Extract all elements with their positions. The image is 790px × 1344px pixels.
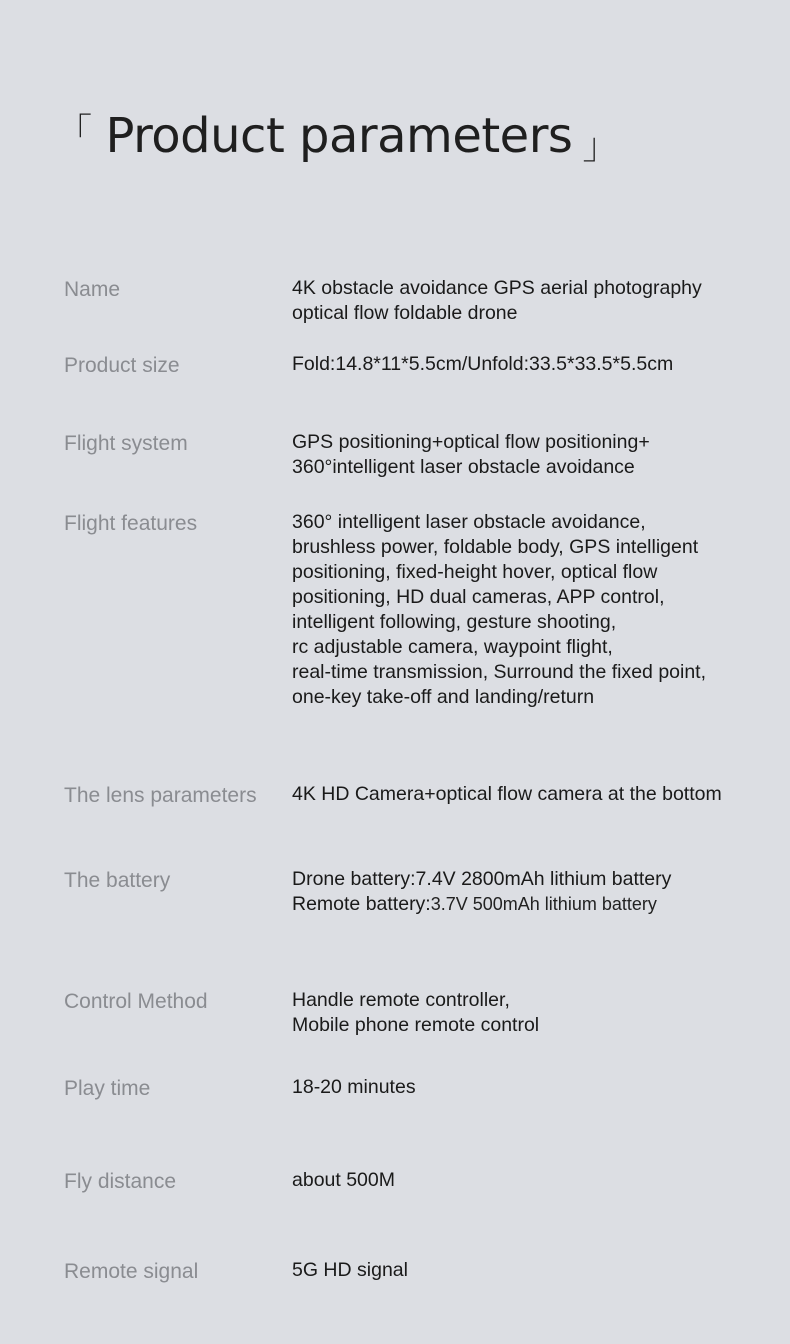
param-label-name: Name xyxy=(64,278,121,301)
title-open-bracket: 「 xyxy=(56,112,92,153)
param-value-remote-signal: 5G HD signal xyxy=(292,1259,408,1281)
param-value-lens: 4K HD Camera+optical flow camera at the bottom xyxy=(292,783,722,805)
param-value-product-size: Fold:14.8*11*5.5cm/Unfold:33.5*33.5*5.5cm xyxy=(292,353,674,375)
battery-line-remote-label: Remote battery: xyxy=(292,893,431,915)
battery-line-drone: Drone battery:7.4V 2800mAh lithium battery xyxy=(292,868,672,890)
param-value-fly-distance: about 500M xyxy=(292,1169,395,1191)
param-label-product-size: Product size xyxy=(64,354,180,377)
param-label-fly-distance: Fly distance xyxy=(64,1170,177,1193)
param-label-lens: The lens parameters xyxy=(64,784,257,807)
param-value-battery xyxy=(292,867,671,917)
battery-line-remote-value: 3.7V 500mAh lithium battery xyxy=(430,894,657,914)
param-value-flight-features: 360° intelligent laser obstacle avoidance, brushless power, foldable body, GPS intelligent positioning, fixed-height hover, optical flow positioning, HD dual cameras, APP control, intelligent following, gesture shooting, rc adjustable camera, waypoint flight, real-time transmission, Surround the fixed point, one-key take-off and landing/return xyxy=(292,511,707,708)
param-label-flight-features: Flight features xyxy=(64,512,198,535)
page-title xyxy=(56,108,618,167)
param-value-flight-system: GPS positioning+optical flow positioning+ 360°intelligent laser obstacle avoidance xyxy=(292,431,650,478)
param-label-play-time: Play time xyxy=(64,1077,151,1100)
param-label-flight-system: Flight system xyxy=(64,432,188,455)
param-value-play-time: 18-20 minutes xyxy=(292,1076,416,1098)
param-label-battery: The battery xyxy=(64,869,171,892)
title-text: Product parameters xyxy=(105,108,573,164)
param-value-name: 4K obstacle avoidance GPS aerial photography optical flow foldable drone xyxy=(292,277,702,324)
param-label-remote-signal: Remote signal xyxy=(64,1260,199,1283)
title-close-bracket: 」 xyxy=(582,126,618,167)
param-value-control-method: Handle remote controller, Mobile phone remote control xyxy=(292,989,540,1036)
param-label-control-method: Control Method xyxy=(64,990,208,1013)
